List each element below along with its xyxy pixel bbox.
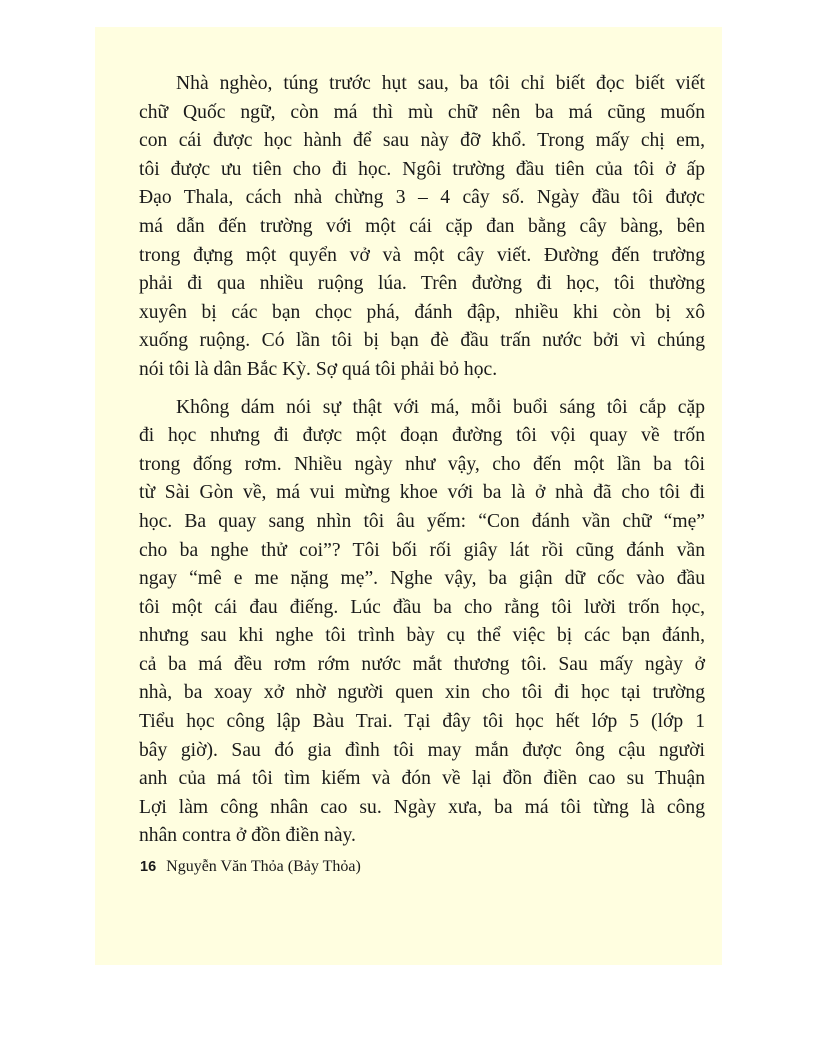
text-line: tôi một cái đau điếng. Lúc đầu ba cho rằng tôi lười trốn học, (139, 596, 705, 618)
text-line: từ Sài Gòn về, má vui mừng khoe với ba là ở nhà đã cho tôi đi (139, 482, 705, 504)
text-line: anh của má tôi tìm kiếm và đón về lại đồn điền cao su Thuận (139, 768, 705, 790)
text-line: tôi được ưu tiên cho đi học. Ngôi trường đầu tiên của tôi ở ấp (139, 158, 705, 180)
text-line: ngay “mê e me nặng mẹ”. Nghe vậy, ba giận dữ cốc vào đầu (139, 568, 705, 590)
text-line: con cái được học hành để sau này đỡ khổ. Trong mấy chị em, (139, 130, 705, 152)
text-line: bây giờ). Sau đó gia đình tôi may mắn được ông cậu người (139, 739, 705, 761)
paragraph-1 (139, 70, 705, 385)
book-page (95, 27, 722, 965)
text-line: Đạo Thala, cách nhà chừng 3 – 4 cây số. Ngày đầu tôi được (139, 187, 705, 209)
text-line: cả ba má đều rơm rớm nước mắt thương tôi. Sau mấy ngày ở (139, 653, 705, 675)
text-line: xuống ruộng. Có lần tôi bị bạn đè đầu trấn nước bởi vì chúng (139, 330, 705, 352)
text-line: đi học nhưng đi được một đoạn đường tôi vội quay về trốn (139, 425, 705, 447)
text-line: nói tôi là dân Bắc Kỳ. Sợ quá tôi phải bỏ học. (139, 358, 498, 380)
text-line: xuyên bị các bạn chọc phá, đánh đập, nhiều khi còn bị xô (139, 301, 705, 323)
text-line: Lợi làm công nhân cao su. Ngày xưa, ba má tôi từng là công (139, 796, 705, 818)
text-line: Nhà nghèo, túng trước hụt sau, ba tôi chỉ biết đọc biết viết (176, 73, 705, 94)
paragraph-spacing (139, 385, 705, 394)
text-line: trong đựng một quyển vở và một cây viết. Đường đến trường (139, 244, 705, 266)
page-footer (140, 858, 361, 876)
text-line: Không dám nói sự thật với má, mỗi buổi sáng tôi cắp cặp (176, 396, 705, 418)
body-text (139, 70, 705, 851)
paragraph-2 (139, 394, 705, 852)
page-number: 16 (140, 859, 157, 875)
text-line: cho ba nghe thử coi”? Tôi bối rối giây lát rồi cũng đánh vần (139, 539, 705, 561)
text-line: nhà, ba xoay xở nhờ người quen xin cho tôi đi học tại trường (139, 682, 705, 704)
text-line: phải đi qua nhiều ruộng lúa. Trên đường đi học, tôi thường (139, 273, 705, 295)
running-title: Nguyễn Văn Thỏa (Bảy Thỏa) (166, 858, 361, 875)
text-line: Tiểu học công lập Bàu Trai. Tại đây tôi học hết lớp 5 (lớp 1 (139, 711, 705, 733)
text-line: má dẫn đến trường với một cái cặp đan bằng cây bàng, bên (139, 215, 705, 237)
text-line: nhân contra ở đồn điền này. (139, 825, 356, 847)
text-line: chữ Quốc ngữ, còn má thì mù chữ nên ba má cũng muốn (139, 101, 705, 123)
text-line: trong đống rơm. Nhiều ngày như vậy, cho đến một lần ba tôi (139, 453, 705, 475)
text-line: nhưng sau khi nghe tôi trình bày cụ thể việc bị các bạn đánh, (139, 625, 705, 647)
text-line: học. Ba quay sang nhìn tôi âu yếm: “Con đánh vần chữ “mẹ” (139, 510, 705, 532)
